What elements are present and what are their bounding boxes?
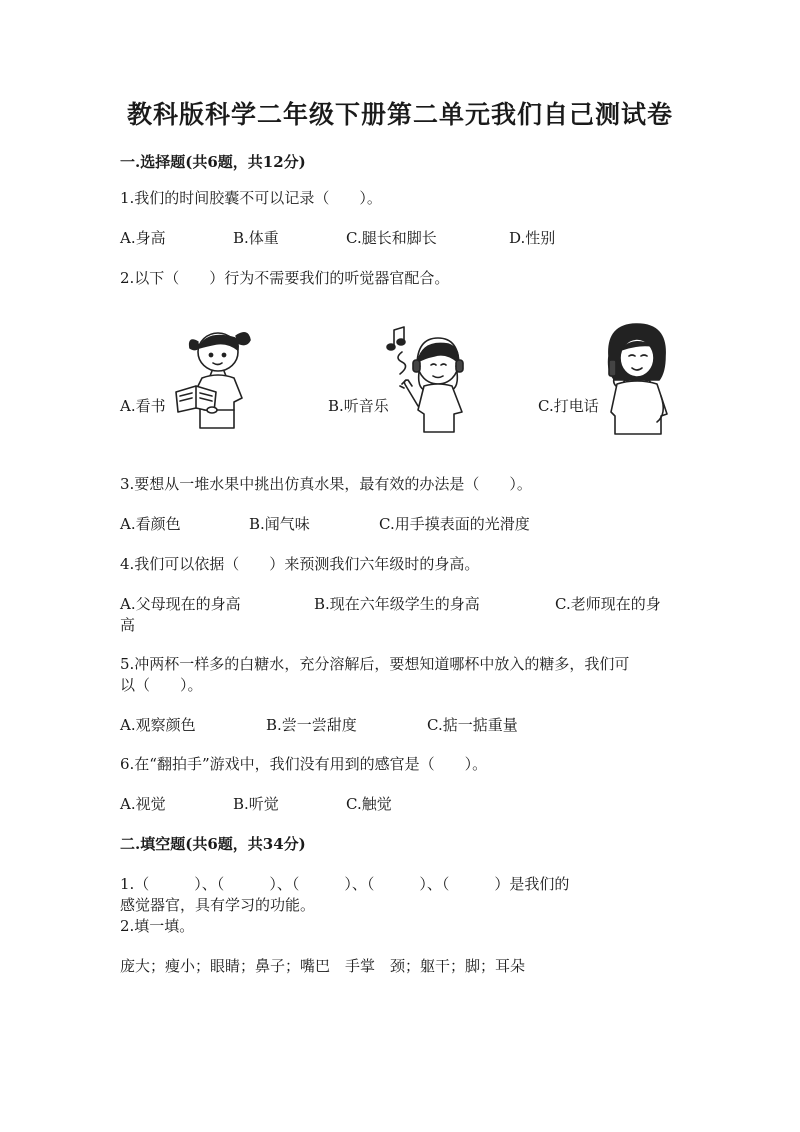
- q1-option-c: C.腿长和脚长: [346, 229, 437, 247]
- fill-question-1-line-2: 感觉器官，具有学习的功能。: [120, 896, 316, 914]
- q1-option-d: D.性别: [509, 229, 556, 247]
- page-title: 教科版科学二年级下册第二单元我们自己测试卷: [126, 100, 673, 129]
- q6-option-a: A.视觉: [120, 795, 166, 813]
- q2-option-b: B.听音乐: [328, 397, 389, 415]
- question-6: 6.在“翻拍手”游戏中，我们没有用到的感官是（ ）。: [120, 755, 488, 773]
- q5-option-b: B.尝一尝甜度: [266, 716, 357, 734]
- word-bank: 庞大；瘦小；眼睛；鼻子；嘴巴 手掌 颈；躯干；脚；耳朵: [120, 957, 526, 975]
- question-3: 3.要想从一堆水果中挑出仿真水果，最有效的办法是（ ）。: [120, 475, 532, 493]
- q5-option-a: A.观察颜色: [120, 716, 196, 734]
- section-heading-choice: 一.选择题(共6题，共12分): [120, 153, 306, 171]
- question-5-line-2: 以（ ）。: [120, 676, 203, 694]
- q1-option-a: A.身高: [120, 229, 166, 247]
- q4-option-b: B.现在六年级学生的身高: [314, 595, 480, 613]
- question-2: 2.以下（ ）行为不需要我们的听觉器官配合。: [120, 269, 450, 287]
- q3-option-a: A.看颜色: [120, 515, 181, 533]
- q4-option-c: C.老师现在的身: [555, 595, 661, 613]
- q4-option-c-continued: 高: [120, 616, 136, 634]
- girl-reading-book-icon: [168, 322, 258, 434]
- question-5-line-1: 5.冲两杯一样多的白糖水，充分溶解后，要想知道哪杯中放入的糖多，我们可: [120, 655, 630, 673]
- q2-option-c: C.打电话: [538, 397, 599, 415]
- q4-option-a: A.父母现在的身高: [120, 595, 241, 613]
- q2-option-a: A.看书: [120, 397, 166, 415]
- q6-option-c: C.触觉: [346, 795, 392, 813]
- question-1: 1.我们的时间胶囊不可以记录（ ）。: [120, 189, 382, 207]
- section-heading-fill-blank: 二.填空题(共6题，共34分): [120, 835, 306, 853]
- girl-listening-music-icon: [380, 322, 476, 434]
- fill-question-1-line-1: 1.（ ）、（ ）、（ ）、（ ）、（ ）是我们的: [120, 875, 570, 893]
- q3-option-b: B.闻气味: [249, 515, 310, 533]
- girl-phone-call-icon: [595, 322, 679, 436]
- q3-option-c: C.用手摸表面的光滑度: [379, 515, 530, 533]
- q6-option-b: B.听觉: [233, 795, 279, 813]
- q1-option-b: B.体重: [233, 229, 279, 247]
- q5-option-c: C.掂一掂重量: [427, 716, 518, 734]
- fill-question-2: 2.填一填。: [120, 917, 195, 935]
- question-4: 4.我们可以依据（ ）来预测我们六年级时的身高。: [120, 555, 480, 573]
